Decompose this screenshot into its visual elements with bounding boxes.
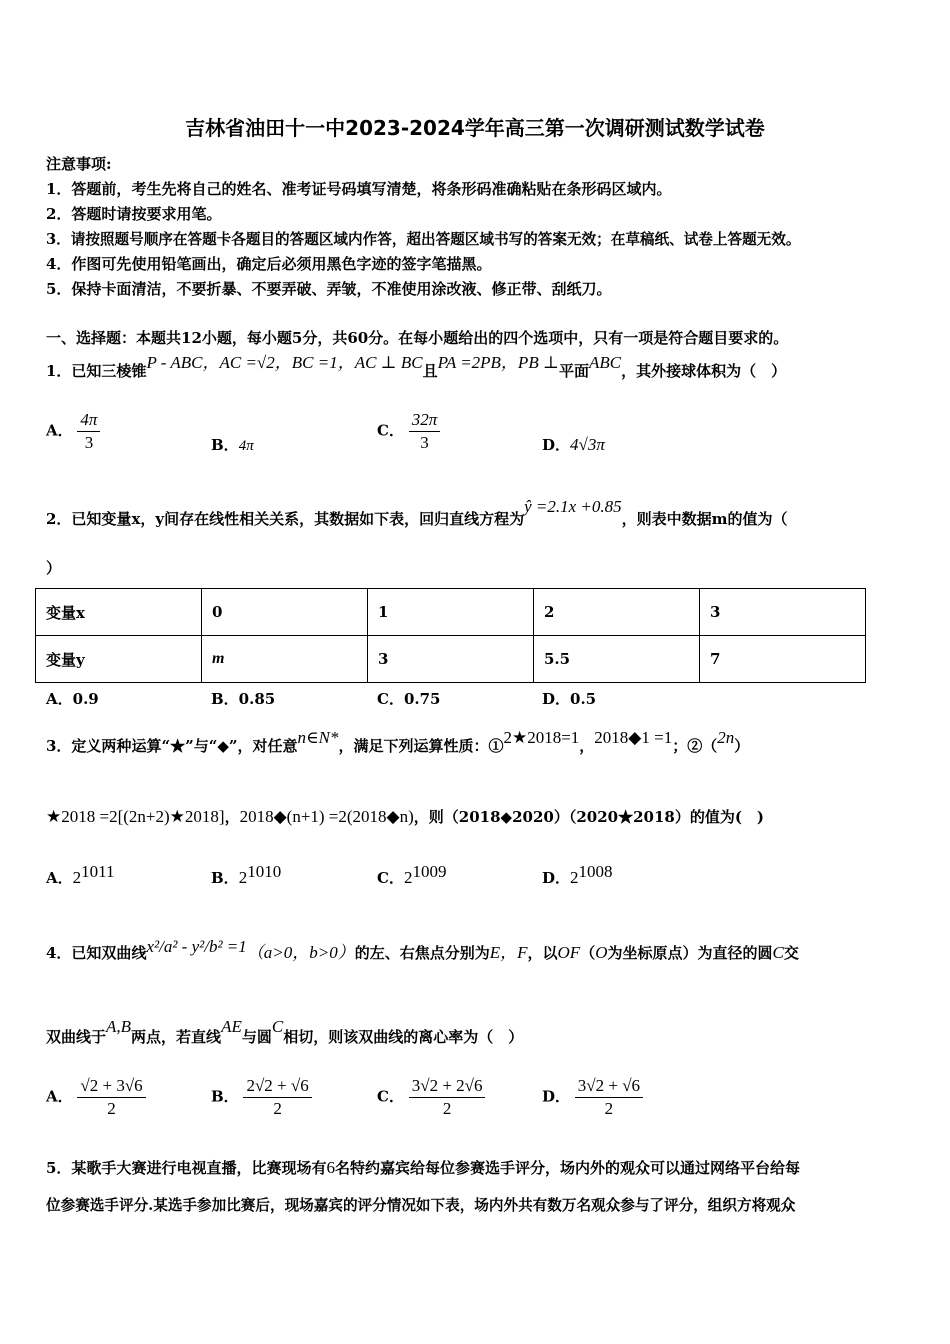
section-heading: 一、选择题：本题共12小题，每小题5分，共60分。在每小题给出的四个选项中，只有一项是符合题目要求的。 — [46, 329, 789, 347]
q4-condition: （a>0，b>0） — [246, 943, 355, 962]
q2-prefix: 2．已知变量x，y间存在线性相关关系，其数据如下表，回归直线方程为 — [46, 510, 525, 528]
table-cell: m — [202, 636, 368, 683]
q1-suffix: ，其外接球体积为（ ） — [621, 362, 787, 380]
q2-option-c[interactable]: C．0.75 — [377, 690, 441, 708]
note-item: 1．答题前，考生先将自己的姓名、准考证号码填写清楚，将条形码准确粘贴在条形码区域内。 — [46, 180, 672, 198]
question-5-line-1: 5．某歌手大赛进行电视直播，比赛现场有6名特约嘉宾给每位参赛选手评分，场内外的观众可以通过网络平台给每 — [46, 1158, 800, 1177]
q2-suffix: ，则表中数据m的值为（ — [621, 510, 788, 528]
table-cell: 1 — [368, 589, 534, 636]
q4-option-b[interactable]: B． $\frac{2√2 + √6}{2}$ — [211, 1076, 312, 1119]
q1-condition: P - ABC，AC =√2，BC =1，AC ⊥ BC — [146, 353, 423, 372]
question-4-line-1: 4．已知双曲线x²/a² - y²/b² =1（a>0，b>0）的左、右焦点分别为E，F，以OF（O为坐标原点）为直径的圆C交 — [46, 937, 799, 962]
note-item: 2．答题时请按要求用笔。 — [46, 205, 222, 223]
note-item: 5．保持卡面清洁，不要折暴、不要弄破、弄皱，不准使用涂改液、修正带、刮纸刀。 — [46, 280, 612, 298]
q4-option-a[interactable]: A． $\frac{√2 + 3√6}{2}$ — [46, 1076, 146, 1119]
q1-option-d[interactable]: D．4√3π — [542, 435, 605, 454]
q3-option-a[interactable]: A．$2^{1011}$ — [46, 862, 115, 887]
q3-option-d[interactable]: D．$2^{1008}$ — [542, 862, 613, 887]
table-cell: 7 — [700, 636, 866, 683]
table-cell: 变量y — [36, 636, 202, 683]
q3-option-b[interactable]: B．$2^{1010}$ — [211, 862, 282, 887]
q2-option-d[interactable]: D．0.5 — [542, 690, 597, 708]
q1-prefix: 1．已知三棱锥 — [46, 362, 147, 380]
table-row — [36, 636, 866, 683]
q3-expr-4: ★2018 =2[(2n+2)★2018] — [46, 807, 225, 826]
q2-equation: ŷ =2.1x +0.85 — [524, 497, 622, 516]
q2-option-a[interactable]: A．0.9 — [46, 690, 99, 708]
page-title: 吉林省油田十一中2023-2024学年高三第一次调研测试数学试卷 — [185, 116, 765, 140]
note-item: 4．作图可先使用铅笔画出，确定后必须用黑色字迹的签字笔描黑。 — [46, 255, 492, 273]
q1-option-a[interactable]: A． $\frac{4\pi}{3}$ — [46, 410, 100, 453]
table-cell: 2 — [534, 589, 700, 636]
q2-option-b[interactable]: B．0.85 — [211, 690, 276, 708]
question-3-line-1: 3．定义两种运算“★”与“◆”，对任意n∈N*，满足下列运算性质：①2★2018=1，2018◆1 =1；②（2n） — [46, 728, 750, 755]
table-cell: 3 — [700, 589, 866, 636]
note-item: 3．请按照题号顺序在答题卡各题目的答题区域内作答，超出答题区域书写的答案无效；在草稿纸、试卷上答题无效。 — [46, 231, 801, 248]
q3-option-c[interactable]: C．$2^{1009}$ — [377, 862, 447, 887]
q3-set: n∈N* — [297, 728, 339, 747]
question-1 — [46, 353, 787, 381]
question-5-line-2: 位参赛选手评分.某选手参加比赛后，现场嘉宾的评分情况如下表，场内外共有数万名观众参与了评分，组织方将观众 — [46, 1197, 796, 1214]
table-row — [36, 589, 866, 636]
q2-data-table — [35, 588, 866, 683]
q2-close-paren: ） — [46, 559, 62, 577]
q1-condition-2: PA =2PB，PB ⊥ — [437, 353, 559, 372]
q3-expr-3: 2n — [717, 728, 735, 747]
q4-option-c[interactable]: C． $\frac{3√2 + 2√6}{2}$ — [377, 1076, 485, 1119]
q1-plane: 平面 — [558, 362, 589, 380]
q3-expr-5: 2018◆(n+1) =2(2018◆n) — [239, 807, 414, 826]
q1-option-c[interactable]: C． $\frac{32\pi}{3}$ — [377, 410, 440, 453]
table-cell: 0 — [202, 589, 368, 636]
question-2 — [46, 497, 788, 529]
q3-expr-2: 2018◆1 =1 — [594, 728, 673, 747]
q1-option-b[interactable]: B．4π — [211, 436, 254, 454]
q1-and: 且 — [422, 362, 438, 380]
notes-heading: 注意事项: — [46, 155, 112, 173]
q4-equation: x²/a² - y²/b² =1 — [146, 937, 247, 956]
q4-option-d[interactable]: D． $\frac{3√2 + √6}{2}$ — [542, 1076, 643, 1119]
table-cell: 变量x — [36, 589, 202, 636]
question-3-line-2: ★2018 =2[(2n+2)★2018]，2018◆(n+1) =2(2018◆n)，则（2018◆2020）（2020★2018）的值为( ) — [46, 807, 765, 826]
q4-segment: OF — [557, 943, 581, 962]
question-4-line-2: 双曲线于A,B两点，若直线AE与圆C相切，则该双曲线的离心率为（ ） — [46, 1017, 524, 1046]
table-cell: 5.5 — [534, 636, 700, 683]
q4-foci: E，F — [489, 943, 528, 962]
q1-plane-name: ABC — [588, 353, 622, 372]
table-cell: 3 — [368, 636, 534, 683]
q3-expr-1: 2★2018=1 — [503, 728, 580, 747]
